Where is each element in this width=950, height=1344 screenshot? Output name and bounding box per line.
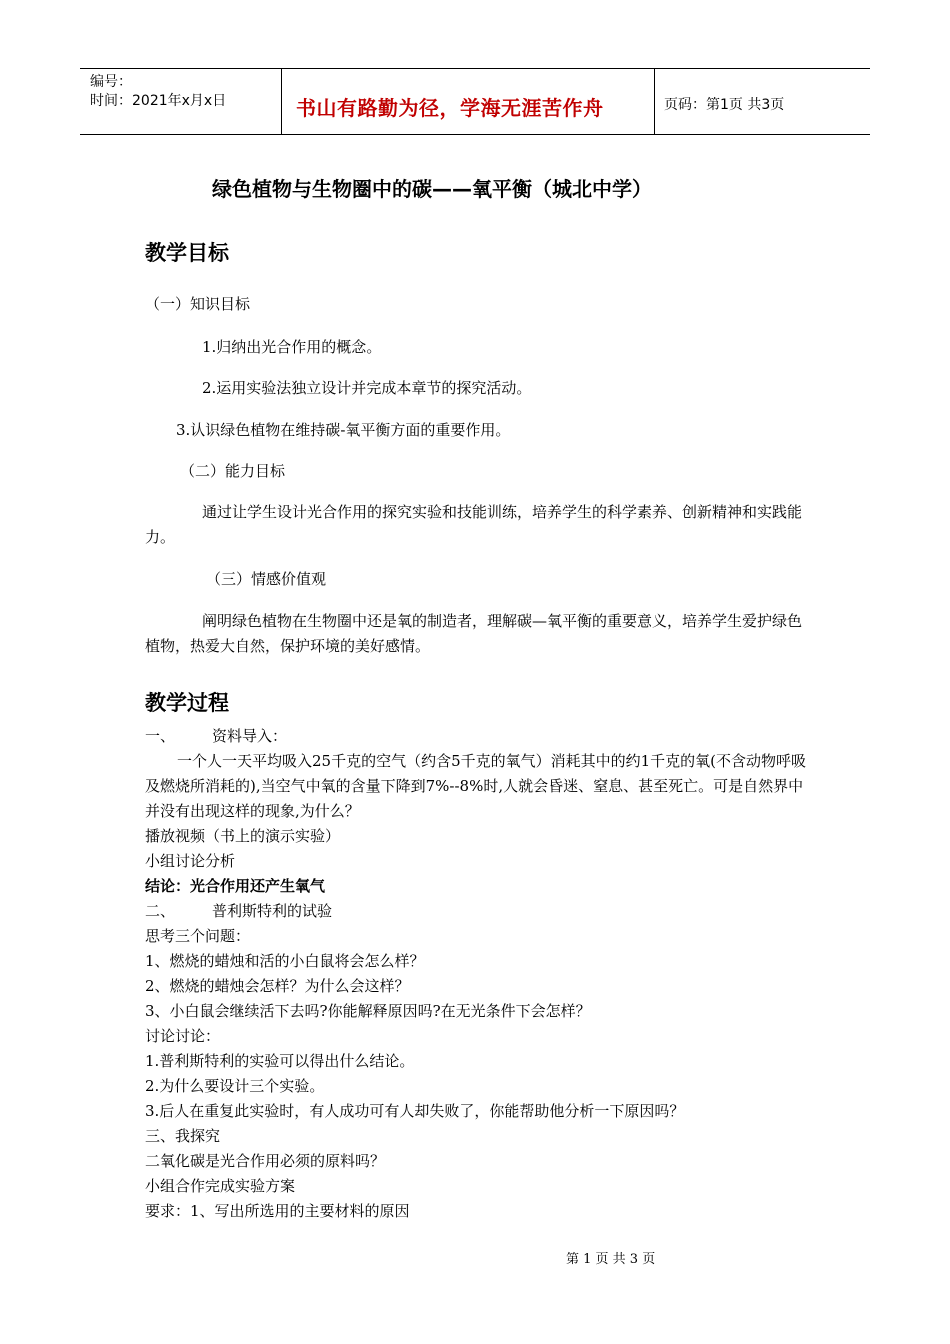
process-item-3: 三、我探究 xyxy=(145,1127,221,1145)
process-item-2-number: 二、 xyxy=(145,902,176,920)
discussion-item-2: 2.为什么要设计三个实验。 xyxy=(145,1077,325,1095)
header-divider-right xyxy=(654,68,655,134)
discussion-item-1: 1.普利斯特利的实验可以得出什么结论。 xyxy=(145,1052,415,1070)
data-intro-paragraph: 一个人一天平均吸入25千克的空气（约含5千克的氧气）消耗其中的约1千克的氧(不含动物呼吸及燃烧所消耗的),当空气中氧的含量下降到7%--8%时,人就会昏迷、窒息、甚至死亡。可是自然界中并没有出现这样的现象,为什么？ xyxy=(145,752,807,820)
process-item-2-text: 普利斯特利的试验 xyxy=(212,902,333,920)
line-co2-question: 二氧化碳是光合作用必须的原料吗？ xyxy=(145,1152,386,1170)
header-bottom-rule xyxy=(80,134,870,135)
process-item-1-text: 资料导入： xyxy=(212,727,288,745)
process-item-1-number: 一、 xyxy=(145,727,176,745)
section-heading-objectives: 教学目标 xyxy=(145,241,229,265)
subheading-ability: （二）能力目标 xyxy=(180,462,286,480)
page-info: 页码：第1页 共3页 xyxy=(664,97,785,113)
subheading-emotion: （三）情感价值观 xyxy=(206,570,327,588)
conclusion-line: 结论：光合作用还产生氧气 xyxy=(145,877,326,895)
question-1: 1、燃烧的蜡烛和活的小白鼠将会怎么样？ xyxy=(145,952,425,970)
discussion-item-3: 3.后人在重复此实验时，有人成功可有人却失败了，你能帮助他分析一下原因吗？ xyxy=(145,1102,685,1120)
objective-item-1: 1.归纳出光合作用的概念。 xyxy=(202,338,382,356)
objective-item-2: 2.运用实验法独立设计并完成本章节的探究活动。 xyxy=(202,379,532,397)
objective-item-3: 3.认识绿色植物在维持碳-氧平衡方面的重要作用。 xyxy=(176,421,511,439)
header-motto: 书山有路勤为径，学海无涯苦作舟 xyxy=(296,96,604,120)
question-3: 3、小白鼠会继续活下去吗?你能解释原因吗?在无光条件下会怎样？ xyxy=(145,1002,591,1020)
emotion-paragraph: 阐明绿色植物在生物圈中还是氧的制造者，理解碳—氧平衡的重要意义，培养学生爱护绿色植物，热爱大自然，保护环境的美好感情。 xyxy=(145,612,803,655)
header-divider-left xyxy=(281,68,282,134)
ability-paragraph: 通过让学生设计光合作用的探究实验和技能训练，培养学生的科学素养、创新精神和实践能力。 xyxy=(145,503,803,546)
line-video: 播放视频（书上的演示实验） xyxy=(145,827,341,845)
question-2: 2、燃烧的蜡烛会怎样？为什么会这样？ xyxy=(145,977,410,995)
line-group-plan: 小组合作完成实验方案 xyxy=(145,1177,296,1195)
line-think: 思考三个问题： xyxy=(145,927,251,945)
footer-page-number: 第 1 页 共 3 页 xyxy=(566,1252,656,1267)
line-discuss-2: 讨论讨论： xyxy=(145,1027,221,1045)
line-requirement: 要求：1、写出所选用的主要材料的原因 xyxy=(145,1202,410,1220)
time-label: 时间：2021年x月x日 xyxy=(90,93,227,109)
document-title: 绿色植物与生物圈中的碳——氧平衡（城北中学） xyxy=(212,177,652,201)
section-heading-process: 教学过程 xyxy=(145,691,229,715)
serial-label: 编号： xyxy=(90,74,132,90)
subheading-knowledge: （一）知识目标 xyxy=(145,295,251,313)
header-top-rule xyxy=(80,68,870,69)
line-group-discussion: 小组讨论分析 xyxy=(145,852,236,870)
